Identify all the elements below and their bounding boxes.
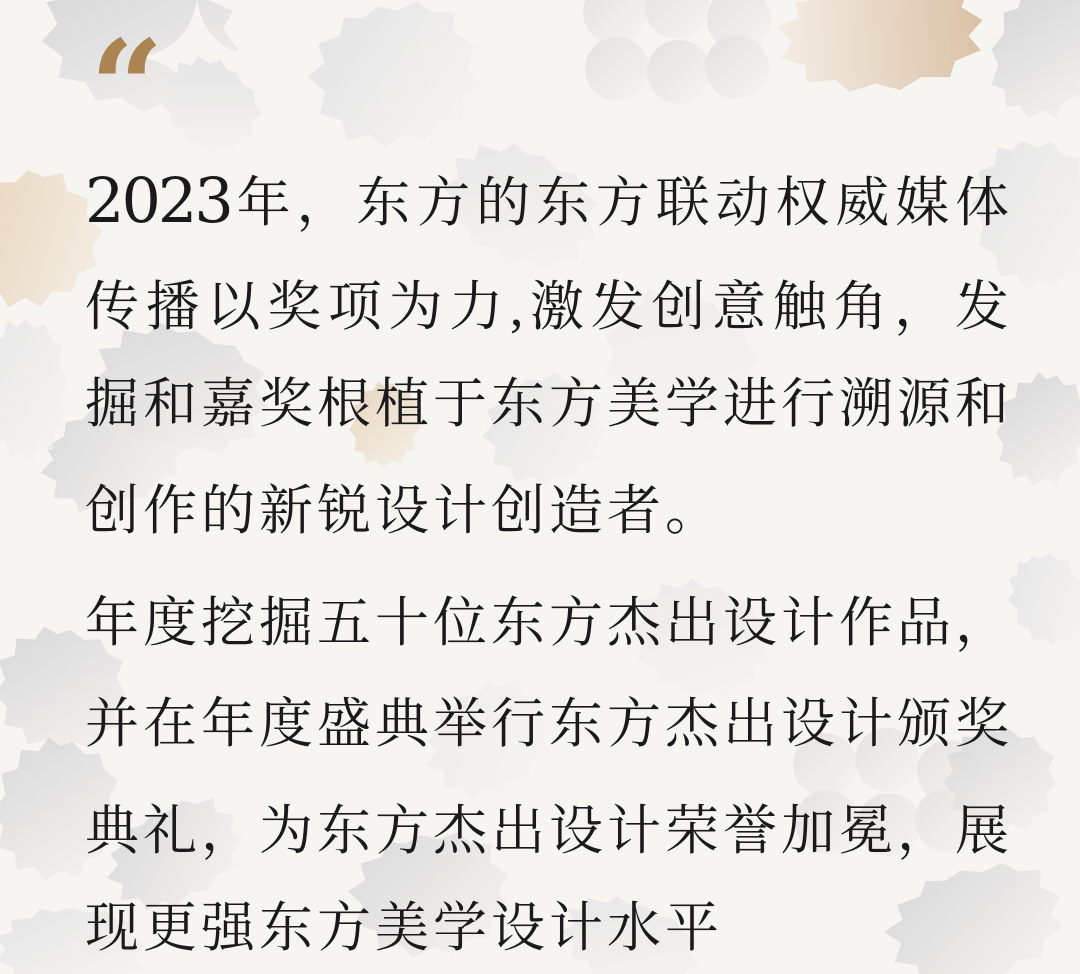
- char: 品: [897, 593, 951, 653]
- char: 颁: [897, 694, 951, 754]
- char: 2023: [85, 164, 231, 237]
- char: 设: [549, 801, 603, 861]
- char: 东: [259, 898, 313, 958]
- char: 强: [201, 898, 255, 958]
- char: 造: [549, 481, 603, 541]
- char: 和: [143, 374, 197, 434]
- char: 进: [723, 374, 777, 434]
- char: 播: [145, 277, 200, 337]
- char: 荣: [665, 801, 719, 861]
- char: 东: [317, 801, 371, 861]
- char: 设: [491, 898, 545, 958]
- char: 发: [954, 277, 1009, 337]
- char: 奖: [259, 374, 313, 434]
- char: 方: [317, 898, 371, 958]
- char: 设: [375, 481, 429, 541]
- char: 掘: [259, 593, 313, 653]
- char: 设: [723, 593, 777, 653]
- char: 嘉: [201, 374, 255, 434]
- char: 在: [143, 694, 197, 754]
- char: 项: [327, 277, 382, 337]
- char: 杰: [665, 694, 719, 754]
- char: 年: [236, 173, 291, 233]
- char: 传: [85, 277, 139, 337]
- char: 联: [655, 173, 710, 233]
- char: 典: [375, 694, 429, 754]
- char: 东: [356, 173, 411, 233]
- char: 美: [607, 374, 661, 434]
- char: 创: [651, 277, 706, 337]
- char: 溯: [839, 374, 893, 434]
- char: 更: [143, 898, 197, 958]
- char: 计: [433, 481, 487, 541]
- char: 方: [607, 694, 661, 754]
- char: 方: [375, 801, 429, 861]
- char: 根: [317, 374, 371, 434]
- char: 者: [607, 481, 661, 541]
- char: 为: [388, 277, 443, 337]
- char: 位: [433, 593, 487, 653]
- char: 植: [375, 374, 429, 434]
- char: 方: [595, 173, 650, 233]
- char: 加: [781, 801, 835, 861]
- char: 现: [85, 898, 139, 958]
- char: 作: [839, 593, 893, 653]
- char: 方: [416, 173, 471, 233]
- char: 出: [491, 801, 545, 861]
- char: 年: [85, 593, 139, 653]
- char: 东: [491, 593, 545, 653]
- char: 创: [491, 481, 545, 541]
- char: 力: [449, 277, 504, 337]
- char: 奖: [267, 277, 322, 337]
- char: 东: [491, 374, 545, 434]
- quote-line-2: [85, 274, 1009, 340]
- char: 为: [259, 801, 313, 861]
- char: 动: [715, 173, 770, 233]
- char: 威: [835, 173, 890, 233]
- char: 冕: [839, 801, 893, 861]
- char: 新: [259, 481, 313, 541]
- char: 盛: [317, 694, 371, 754]
- char: 体: [954, 173, 1009, 233]
- quote-line-3: [85, 371, 1009, 437]
- char: 计: [607, 801, 661, 861]
- char: 水: [607, 898, 661, 958]
- char: 挖: [201, 593, 255, 653]
- quote-line-4: [85, 478, 1009, 544]
- quote-line-5: [85, 590, 1009, 656]
- char: ，: [296, 173, 351, 233]
- char: 计: [839, 694, 893, 754]
- char: 作: [143, 481, 197, 541]
- char: 行: [781, 374, 835, 434]
- char: ，: [955, 593, 1009, 653]
- char: 平: [665, 898, 719, 958]
- char: 十: [375, 593, 429, 653]
- char: ，: [894, 277, 949, 337]
- char: 计: [781, 593, 835, 653]
- char: 的: [476, 173, 531, 233]
- char: 。: [665, 481, 719, 541]
- char: 触: [772, 277, 827, 337]
- char: 年: [201, 694, 255, 754]
- char: 东: [549, 694, 603, 754]
- quote-line-7: [85, 798, 1009, 864]
- char: 杰: [433, 801, 487, 861]
- char: 典: [85, 801, 139, 861]
- char: 锐: [317, 481, 371, 541]
- char: 誉: [723, 801, 777, 861]
- char: 激: [530, 277, 584, 337]
- char: 出: [665, 593, 719, 653]
- char: 行: [491, 694, 545, 754]
- char: 学: [433, 898, 487, 958]
- char: 设: [781, 694, 835, 754]
- char: 意: [712, 277, 767, 337]
- char: 于: [433, 374, 487, 434]
- char: 度: [259, 694, 313, 754]
- char: 媒: [895, 173, 950, 233]
- quote-text-block: [85, 0, 1009, 974]
- char: 美: [375, 898, 429, 958]
- char: 权: [775, 173, 830, 233]
- char: 方: [549, 593, 603, 653]
- char: 发: [590, 277, 645, 337]
- quotation-mark: “: [90, 13, 158, 163]
- char: 角: [833, 277, 888, 337]
- char: 创: [85, 481, 139, 541]
- char: 举: [433, 694, 487, 754]
- char: 计: [549, 898, 603, 958]
- char: 以: [206, 277, 261, 337]
- char: ，: [201, 801, 255, 861]
- char: 的: [201, 481, 255, 541]
- char: ，: [897, 801, 951, 861]
- char: 度: [143, 593, 197, 653]
- char: ,: [509, 277, 524, 337]
- quote-line-6: [85, 691, 1009, 757]
- quote-line-8: [85, 895, 1009, 961]
- char: 并: [85, 694, 139, 754]
- char: 杰: [607, 593, 661, 653]
- quote-line-1: [85, 164, 1009, 237]
- char: 源: [897, 374, 951, 434]
- char: 掘: [85, 374, 139, 434]
- char: 东: [535, 173, 590, 233]
- char: 五: [317, 593, 371, 653]
- char: 出: [723, 694, 777, 754]
- char: 方: [549, 374, 603, 434]
- char: 礼: [143, 801, 197, 861]
- char: 学: [665, 374, 719, 434]
- char: 奖: [955, 694, 1009, 754]
- char: 和: [955, 374, 1009, 434]
- char: 展: [955, 801, 1009, 861]
